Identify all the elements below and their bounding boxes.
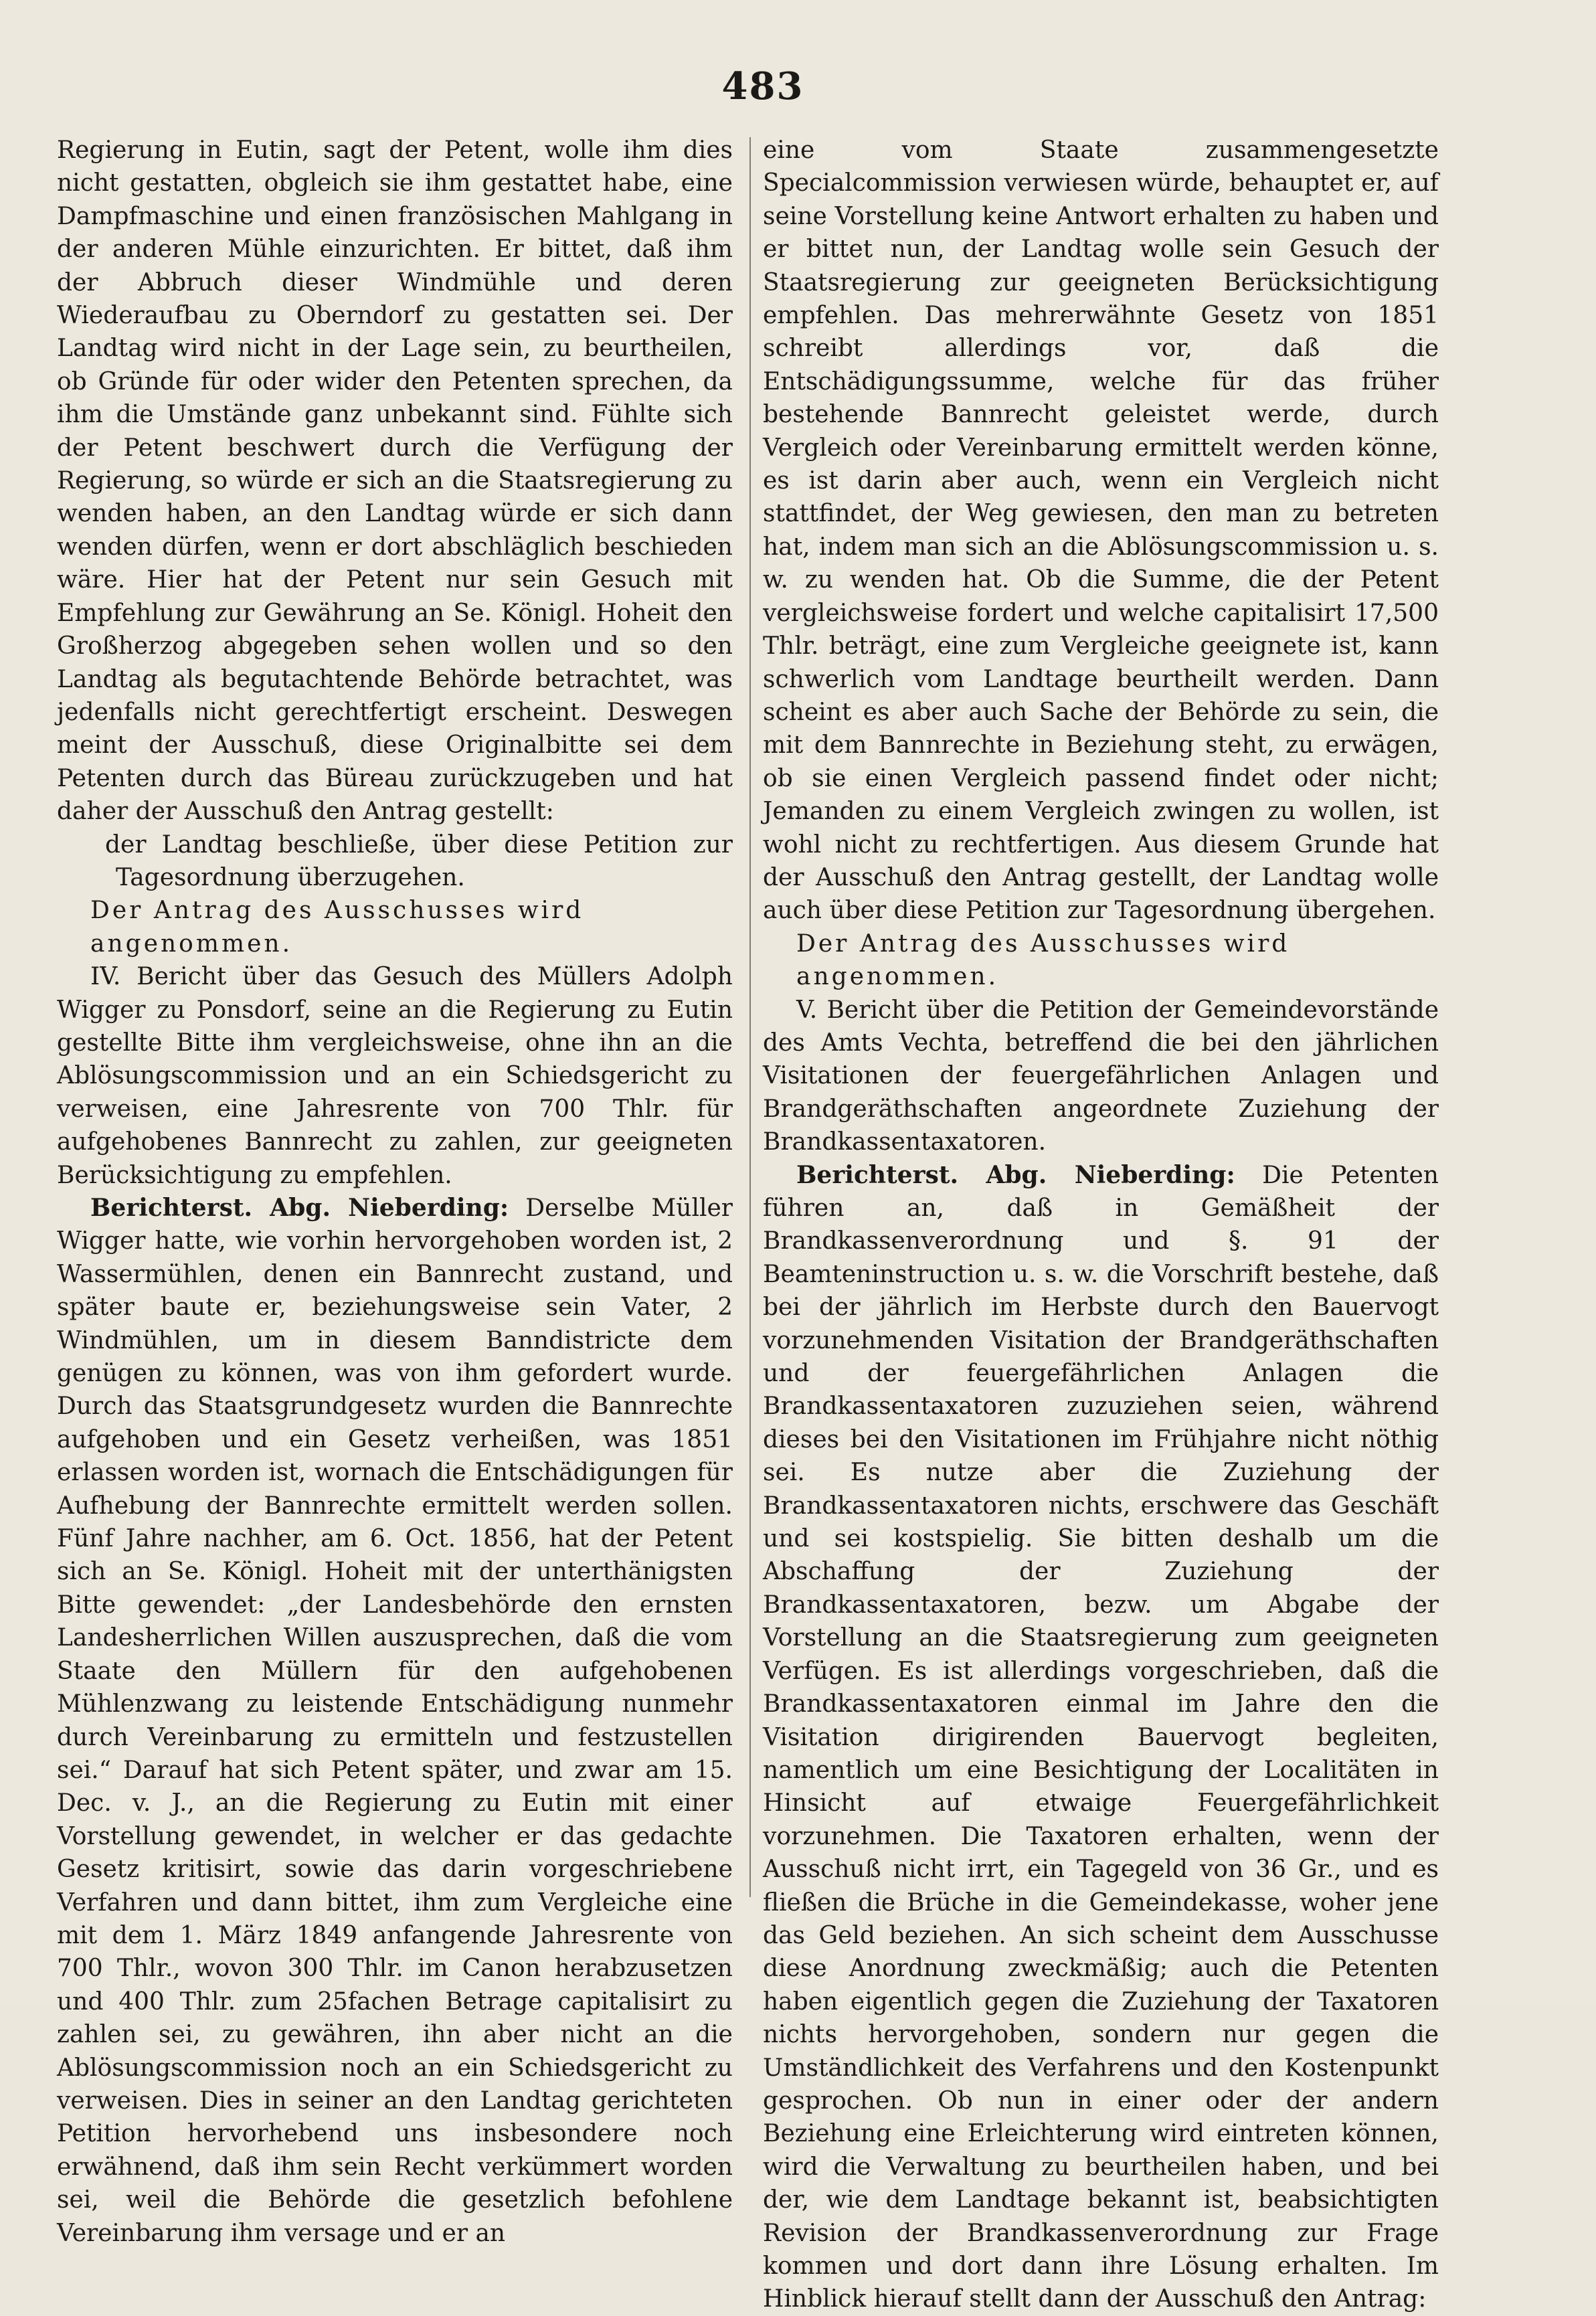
paragraph-text: V. Bericht über die Petition der Gemeindevorstände des Amts Vechta, betreffend die bei den jährlichen Visitationen der feuergefährlichen Anlagen und Brandgeräthschaften angeordnete Zuziehung der Brandkassentaxatoren.	[763, 996, 1439, 1156]
paragraph	[57, 828, 733, 895]
paragraph	[763, 1159, 1439, 2316]
paragraph-text: IV. Bericht über das Gesuch des Müllers Adolph Wigger zu Ponsdorf, seine an die Regierung zu Eutin gestellte Bitte ihm vergleichsweise, ohne ihn an die Ablösungscommission und an ein Schiedsgericht zu verweisen, eine Jahresrente von 700 Thlr. für aufgehobenes Bannrecht zu zahlen, zur geeigneten Berücksichtigung zu empfehlen.	[57, 963, 733, 1189]
paragraph-text: Der Antrag des Ausschusses wird angenommen.	[90, 897, 584, 958]
column-divider	[749, 137, 751, 1897]
paragraph-text: Der Antrag des Ausschusses wird angenommen.	[796, 929, 1290, 991]
speaker-label: Berichterst. Abg. Nieberding:	[796, 1160, 1235, 1189]
page-number: 483	[721, 64, 804, 108]
paragraph-text: der Landtag beschließe, über diese Petition zur Tagesordnung überzugehen.	[105, 830, 733, 891]
right-column	[763, 134, 1439, 2316]
paragraph	[57, 894, 733, 960]
paragraph	[57, 960, 733, 1192]
paragraph-text: Regierung in Eutin, sagt der Petent, wolle ihm dies nicht gestatten, obgleich sie ihm gestattet habe, eine Dampfmaschine und einen französischen Mahlgang in der anderen Mühle einzurichten. Er bittet, daß ihm der Abbruch dieser Windmühle und deren Wiederaufbau zu Oberndorf zu gestatten sei. Der Landtag wird nicht in der Lage sein, zu beurtheilen, ob Gründe für oder wider den Petenten sprechen, da ihm die Umstände ganz unbekannt sind. Fühlte sich der Petent beschwert durch die Verfügung der Regierung, so würde er sich an die Staatsregierung zu wenden haben, an den Landtag würde er sich dann wenden dürfen, wenn er dort abschläglich beschieden wäre. Hier hat der Petent nur sein Gesuch mit Empfehlung zur Gewährung an Se. Königl. Hoheit den Großherzog abgegeben sehen wollen und so den Landtag als begutachtende Behörde betrachtet, was jedenfalls nicht gerechtfertigt erscheint. Deswegen meint der Ausschuß, diese Originalbitte sei dem Petenten durch das Büreau zurückzugeben und hat daher der Ausschuß den Antrag gestellt:	[57, 137, 733, 826]
left-column	[57, 134, 733, 2250]
paragraph	[763, 134, 1439, 927]
paragraph	[57, 1192, 733, 2250]
paragraph-text: eine vom Staate zusammengesetzte Specialcommission verwiesen würde, behauptet er, auf seine Vorstellung keine Antwort erhalten zu haben und er bittet nun, der Landtag wolle sein Gesuch der Staatsregierung zur geeigneten Berücksichtigung empfehlen. Das mehrerwähnte Gesetz von 1851 schreibt allerdings vor, daß die Entschädigungssumme, welche für das früher bestehende Bannrecht geleistet werde, durch Vergleich oder Vereinbarung ermittelt werden könne, es ist darin aber auch, wenn ein Vergleich nicht stattfindet, der Weg gewiesen, den man zu betreten hat, indem man sich an die Ablösungscommission u. s. w. zu wenden hat. Ob die Summe, die der Petent vergleichsweise fordert und welche capitalisirt 17,500 Thlr. beträgt, eine zum Vergleiche geeignete ist, kann schwerlich vom Landtage beurtheilt werden. Dann scheint es aber auch Sache der Behörde zu sein, die mit dem Bannrechte in Beziehung steht, zu erwägen, ob sie einen Vergleich passend findet oder nicht; Jemanden zu einem Vergleich zwingen zu wollen, ist wohl nicht zu rechtfertigen. Aus diesem Grunde hat der Ausschuß den Antrag gestellt, der Landtag wolle auch über diese Petition zur Tagesordnung übergehen.	[763, 137, 1439, 925]
paragraph-text: Die Petenten führen an, daß in Gemäßheit der Brandkassenverordnung und §. 91 der Beamteninstruction u. s. w. die Vorschrift bestehe, daß bei der jährlich im Herbste durch den Bauervogt vorzunehmenden Visitation der Brandgeräthschaften und der feuergefährlichen Anlagen die Brandkassentaxatoren zuzuziehen seien, während dieses bei den Visitationen im Frühjahre nicht nöthig sei. Es nutze aber die Zuziehung der Brandkassentaxatoren nichts, erschwere das Geschäft und sei kostspielig. Sie bitten deshalb um die Abschaffung der Zuziehung der Brandkassentaxatoren, bezw. um Abgabe der Vorstellung an die Staatsregierung zum geeigneten Verfügen. Es ist allerdings vorgeschrieben, daß die Brandkassentaxatoren einmal im Jahre den die Visitation dirigirenden Bauervogt begleiten, namentlich um eine Besichtigung der Localitäten in Hinsicht auf etwaige Feuergefährlichkeit vorzunehmen. Die Taxatoren erhalten, wenn der Ausschuß nicht irrt, ein Tagegeld von 36 Gr., und es fließen die Brüche in die Gemeindekasse, woher jene das Geld beziehen. An sich scheint dem Ausschusse diese Anordnung zweckmäßig; auch die Petenten haben eigentlich gegen die Zuziehung der Taxatoren nichts hervorgehoben, sondern nur gegen die Umständlichkeit des Verfahrens und den Kostenpunkt gesprochen. Ob nun in einer oder der andern Beziehung eine Erleichterung wird eintreten können, wird die Verwaltung zu beurtheilen haben, und bei der, wie dem Landtage bekannt ist, beabsichtigten Revision der Brandkassenverordnung zur Frage kommen und dort dann ihre Lösung erhalten. Im Hinblick hierauf stellt dann der Ausschuß den Antrag:	[763, 1161, 1439, 2313]
speaker-label: Berichterst. Abg. Nieberding:	[90, 1194, 509, 1222]
paragraph	[57, 134, 733, 828]
paragraph-text: Derselbe Müller Wigger hatte, wie vorhin hervorgehoben worden ist, 2 Wassermühlen, denen ein Bannrecht zustand, und später baute er, beziehungsweise sein Vater, 2 Windmühlen, um in diesem Banndistricte dem genügen zu können, was von ihm gefordert wurde. Durch das Staatsgrundgesetz wurden die Bannrechte aufgehoben und ein Gesetz verheißen, was 1851 erlassen worden ist, wornach die Entschädigungen für Aufhebung der Bannrechte ermittelt werden sollen. Fünf Jahre nachher, am 6. Oct. 1856, hat der Petent sich an Se. Königl. Hoheit mit der unterthänigsten Bitte gewendet: „der Landesbehörde den ernsten Landesherrlichen Willen auszusprechen, daß die vom Staate den Müllern für den aufgehobenen Mühlenzwang zu leistende Entschädigung nunmehr durch Vereinbarung zu ermitteln und festzustellen sei.“ Darauf hat sich Petent später, und zwar am 15. Dec. v. J., an die Regierung zu Eutin mit einer Vorstellung gewendet, in welcher er das gedachte Gesetz kritisirt, sowie das darin vorgeschriebene Verfahren und dann bittet, ihm zum Vergleiche eine mit dem 1. März 1849 anfangende Jahresrente von 700 Thlr., wovon 300 Thlr. im Canon herabzusetzen und 400 Thlr. zum 25fachen Betrage capitalisirt zu zahlen sei, zu gewähren, ihn aber nicht an die Ablösungscommission noch an ein Schiedsgericht zu verweisen. Dies in seiner an den Landtag gerichteten Petition hervorhebend uns insbesondere noch erwähnend, daß ihm sein Recht verkümmert worden sei, weil die Behörde die gesetzlich befohlene Vereinbarung ihm versage und er an	[57, 1194, 733, 2247]
paragraph	[763, 994, 1439, 1159]
paragraph	[763, 927, 1439, 994]
